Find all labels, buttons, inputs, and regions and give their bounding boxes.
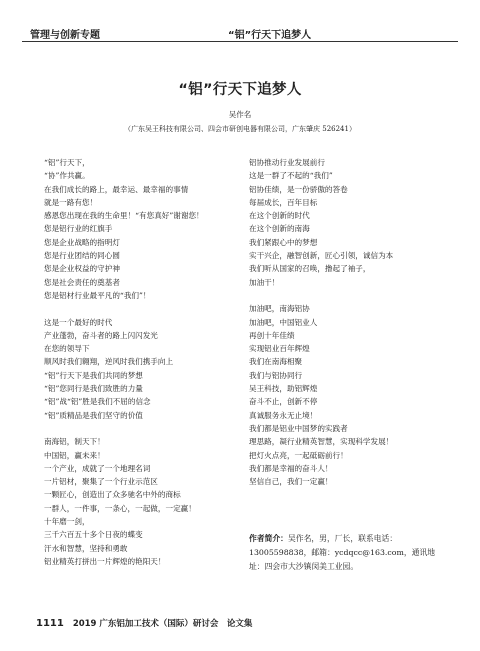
poem-line: 您是企业战略的指明灯 — [44, 237, 120, 247]
poem-line: 在这个创新的南海 — [249, 224, 310, 234]
poem-line: 加油吧，中国铝业人 — [249, 317, 318, 327]
poem-line: 一群人，一件事，一条心，一起做，一定赢！ — [44, 503, 196, 513]
poem-line: 把灯火点亮，一起砥砺前行！ — [249, 450, 348, 460]
header-section-title: 管理与创新专题 — [30, 30, 100, 41]
poem-line: 中国铝，赢未来！ — [44, 450, 105, 460]
page-number: 1111 — [36, 618, 64, 629]
author-bio-label: 作者简介： — [249, 534, 288, 543]
poem-line: “协”作共赢。 — [44, 171, 90, 181]
poem-line: 产业蓬勃，奋斗者的路上闪闪发光 — [44, 330, 158, 340]
poem-line: 坚信自己，我们一定赢！ — [249, 477, 333, 487]
footer-proceedings-title: 2019 广东铝加工技术（国际）研讨会 论文集 — [72, 619, 253, 629]
poem-line: “铝”您同行是我们致胜的力量 — [44, 384, 143, 394]
author-bio-text: 吴作名，男，厂长，联系电话：13005598838，邮箱：ycdqcc@163.com，通讯地址：四会市大沙镇闵美工业园。 — [249, 534, 436, 571]
poem-line: 我们听从国家的召唤，撸起了袖子， — [249, 264, 371, 274]
poem-line: 一颗匠心，创造出了众多驰名中外的商标 — [44, 490, 181, 500]
poem-line: “铝”战“铝”胜是我们不屈的信念 — [44, 397, 151, 407]
running-header — [22, 22, 458, 40]
poem-line: “铝”行天下是我们共同的梦想 — [44, 370, 143, 380]
poem-line: 实干兴企，融智创新，匠心引领，诚信为本 — [249, 251, 394, 261]
poem-line: 在这个创新的时代 — [249, 211, 310, 221]
poem-line: 就是一路有您！ — [44, 197, 98, 207]
poem-line: 铝协推动行业发展前行 — [249, 158, 325, 167]
poem-line: 加油干！ — [249, 277, 280, 287]
header-rule — [22, 41, 458, 42]
poem-line: 加油吧，南海铝协 — [249, 304, 310, 314]
poem-line: 您是铝材行业最平凡的“我们”！ — [44, 290, 151, 300]
poem-line: 您是企业权益的守护神 — [44, 264, 120, 274]
poem-line: 南海铝，制天下！ — [44, 437, 105, 447]
article-title: “铝”行天下追梦人 — [178, 82, 302, 98]
poem-line: 真诚服务永无止境！ — [249, 410, 318, 420]
stanza-break — [44, 422, 244, 435]
poem-line: 您是铝行业的红旗手 — [44, 224, 113, 234]
poem-line: “铝”行天下， — [44, 158, 90, 167]
poem-line: 感恩您出现在我的生命里！“有您真好”谢谢您！ — [44, 211, 204, 221]
poem-line: 奋斗不止，创新不停 — [249, 397, 318, 407]
poem-line: 实现铝业百年辉煌 — [249, 344, 310, 354]
stanza-break — [44, 302, 244, 315]
poem-line: 我们都是铝业中国梦的实践者 — [249, 423, 348, 433]
poem-line: 铝业精英打拼出一片辉煌的艳阳天！ — [44, 556, 166, 566]
poem-line: 我们在南海相聚 — [249, 357, 303, 367]
poem-line: 顺风时我们翱翔，逆风时我们携手向上 — [44, 357, 174, 367]
poem-line: 我们都是幸福的奋斗人！ — [249, 463, 333, 473]
poem-line: 吴王科技，助铝辉煌 — [249, 384, 318, 394]
poem-line: 一片铝材，聚集了一个行业示范区 — [44, 477, 158, 487]
page-footer — [36, 617, 252, 629]
header-article-title: “铝”行天下追梦人 — [228, 30, 312, 41]
poem-line: 铝协佳绩，是一份骄傲的答卷 — [249, 184, 348, 194]
poem-line: 您是社会责任的奠基者 — [44, 277, 120, 287]
poem-line: 汗水和智慧，坚持和勇敢 — [44, 543, 128, 553]
poem-line: 我们紧跟心中的梦想 — [249, 237, 318, 247]
poem-line: 再创十年佳绩 — [249, 330, 295, 340]
poem-line: 十年磨一剑， — [44, 517, 90, 527]
poem-line: 这是一个最好的时代 — [44, 317, 113, 327]
poem-line: 三千六百五十多个日夜的蝶变 — [44, 530, 143, 540]
article-affiliation: （广东吴王科技有限公司、四会市研创电器有限公司，广东肇庆 526241） — [124, 125, 356, 133]
poem-line: 每届成长，百年目标 — [249, 197, 318, 207]
poem-left-column — [44, 156, 244, 568]
poem-line: 这是一群了不起的“我们” — [249, 171, 333, 181]
article-author: 吴作名 — [228, 110, 252, 119]
author-bio — [249, 532, 449, 574]
poem-line: 理思路，凝行业精英智慧，实现科学发展！ — [249, 437, 394, 447]
poem-line: 一个产业，成就了一个地理名词 — [44, 463, 151, 473]
poem-right-column — [249, 156, 459, 488]
stanza-break — [249, 289, 459, 302]
poem-line: “铝”质精品是我们坚守的价值 — [44, 410, 143, 420]
poem-line: 在我们成长的路上，最幸运、最幸福的事情 — [44, 184, 189, 194]
poem-line: 我们与铝协同行 — [249, 370, 303, 380]
poem-line: 您是行业团结的同心圆 — [44, 251, 120, 261]
poem-line: 在您的领导下 — [44, 344, 90, 354]
